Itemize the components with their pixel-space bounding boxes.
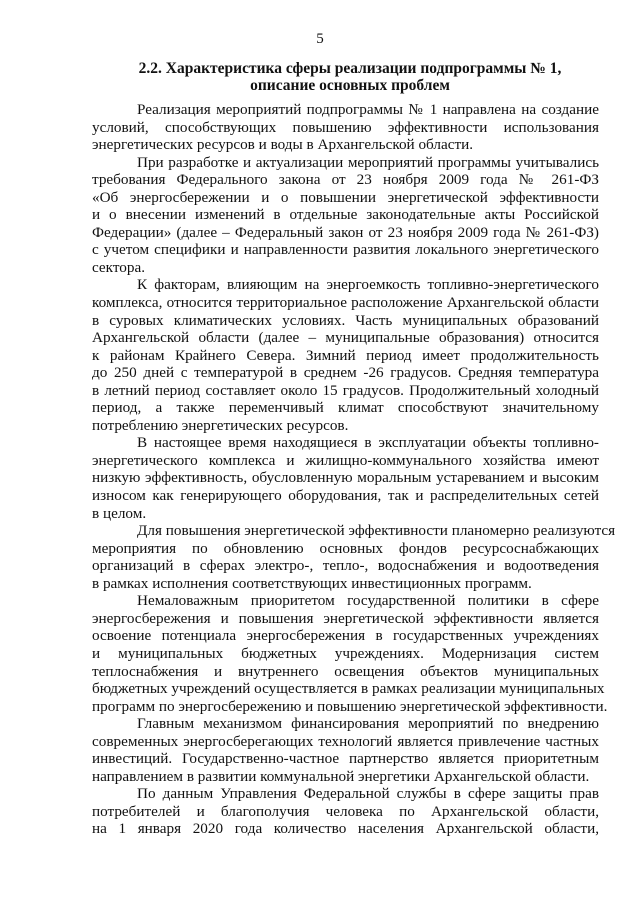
paragraph bbox=[92, 434, 599, 522]
paragraph-line: энергосбережения и повышения энергетической эффективности является bbox=[92, 609, 599, 627]
paragraph-line: энергетического комплекса и жилищно-коммунального хозяйства имеют bbox=[92, 451, 599, 469]
section-heading-line-1: 2.2. Характеристика сферы реализации подпрограммы № 1, bbox=[138, 60, 562, 77]
paragraph-line: При разработке и актуализации мероприятий программы учитывались bbox=[137, 153, 599, 171]
paragraph bbox=[92, 101, 599, 154]
paragraph-line: В настоящее время находящиеся в эксплуатации объекты топливно- bbox=[137, 434, 599, 452]
paragraph bbox=[92, 592, 608, 715]
paragraph bbox=[92, 522, 616, 592]
paragraph-line: бюджетных учреждений осуществляется в рамках реализации муниципальных bbox=[92, 680, 605, 698]
paragraph-line: организаций в сферах электро-, тепло-, водоснабжения и водоотведения bbox=[92, 557, 599, 575]
paragraph-line: К факторам, влияющим на энергоемкость топливно-энергетического bbox=[137, 276, 599, 294]
paragraph-line: мероприятия по обновлению основных фондов ресурсоснабжающих bbox=[92, 539, 599, 557]
paragraph-line: По данным Управления Федеральной службы в сфере защиты прав bbox=[137, 785, 599, 803]
paragraph-line: условий, способствующих повышению эффективности использования bbox=[92, 118, 599, 136]
paragraph-line: энергетических ресурсов и воды в Архангельской области. bbox=[92, 136, 474, 154]
paragraph-line: Архангельской области (далее – муниципальные образования) относится bbox=[92, 329, 599, 347]
paragraph-line: сектора. bbox=[92, 258, 146, 276]
paragraph-line: до 250 дней с температурой в среднем -26 градусов. Средняя температура bbox=[92, 364, 599, 382]
paragraph bbox=[92, 154, 599, 277]
paragraph-line: «Об энергосбережении и о повышении энергетической эффективности bbox=[92, 188, 599, 206]
paragraph bbox=[92, 715, 599, 785]
paragraph-line: Федерации» (далее – Федеральный закон от 23 ноября 2009 года № 261-ФЗ) bbox=[92, 223, 599, 241]
paragraph-line: на 1 января 2020 года количество населения Архангельской области, bbox=[92, 820, 599, 838]
paragraph-line: потребителей и благополучия человека по Архангельской области, bbox=[92, 802, 599, 820]
paragraph-line: в рамках исполнения соответствующих инвестиционных программ. bbox=[92, 574, 532, 592]
paragraph-line: Главным механизмом финансирования мероприятий по внедрению bbox=[137, 715, 599, 733]
paragraph-line: к районам Крайнего Севера. Зимний период имеет продолжительность bbox=[92, 346, 599, 364]
paragraph-line: низкую эффективность, обусловленную моральным устареванием и высоким bbox=[92, 469, 599, 487]
paragraph-line: период, а также переменчивый климат способствуют значительному bbox=[92, 399, 599, 417]
paragraph-line: в суровых климатических условиях. Часть муниципальных образований bbox=[92, 311, 599, 329]
paragraph-line: с учетом специфики и направленности развития локального энергетического bbox=[92, 241, 599, 259]
paragraph bbox=[92, 785, 599, 838]
section-heading-line-2: описание основных проблем bbox=[250, 77, 450, 94]
paragraph-line: направлением в развитии коммунальной энергетики Архангельской области. bbox=[92, 767, 590, 785]
paragraph-line: освоение потенциала энергосбережения в государственных учреждениях bbox=[92, 627, 599, 645]
paragraph-line: и о внесении изменений в отдельные законодательные акты Российской bbox=[92, 206, 599, 224]
paragraph-line: программ по энергосбережению и повышению энергетической эффективности. bbox=[92, 697, 608, 715]
section-heading bbox=[100, 60, 600, 94]
paragraph-line: инвестиций. Государственно-частное партнерство является приоритетным bbox=[92, 750, 599, 768]
paragraph-line: комплекса, относится территориальное расположение Архангельской области bbox=[92, 294, 599, 312]
paragraph-line: требования Федерального закона от 23 ноября 2009 года № 261-ФЗ bbox=[92, 171, 599, 189]
paragraph-line: потреблению энергетических ресурсов. bbox=[92, 416, 349, 434]
body-text bbox=[92, 101, 616, 838]
paragraph-line: современных энергосберегающих технологий является привлечение частных bbox=[92, 732, 599, 750]
paragraph-line: и муниципальных бюджетных учреждениях. Модернизация систем bbox=[92, 644, 599, 662]
paragraph-line: теплоснабжения и внутреннего освещения объектов муниципальных bbox=[92, 662, 599, 680]
paragraph bbox=[92, 276, 599, 434]
paragraph-line: в летний период составляет около 15 градусов. Продолжительный холодный bbox=[92, 381, 599, 399]
paragraph-line: Немаловажным приоритетом государственной политики в сфере bbox=[137, 592, 599, 610]
paragraph-line: Для повышения энергетической эффективности планомерно реализуются bbox=[137, 522, 616, 540]
page-number: 5 bbox=[316, 31, 324, 47]
paragraph-line: Реализация мероприятий подпрограммы № 1 направлена на создание bbox=[137, 101, 599, 118]
paragraph-line: в целом. bbox=[92, 504, 147, 522]
paragraph-line: износом как генерирующего оборудования, так и распределительных сетей bbox=[92, 487, 599, 505]
